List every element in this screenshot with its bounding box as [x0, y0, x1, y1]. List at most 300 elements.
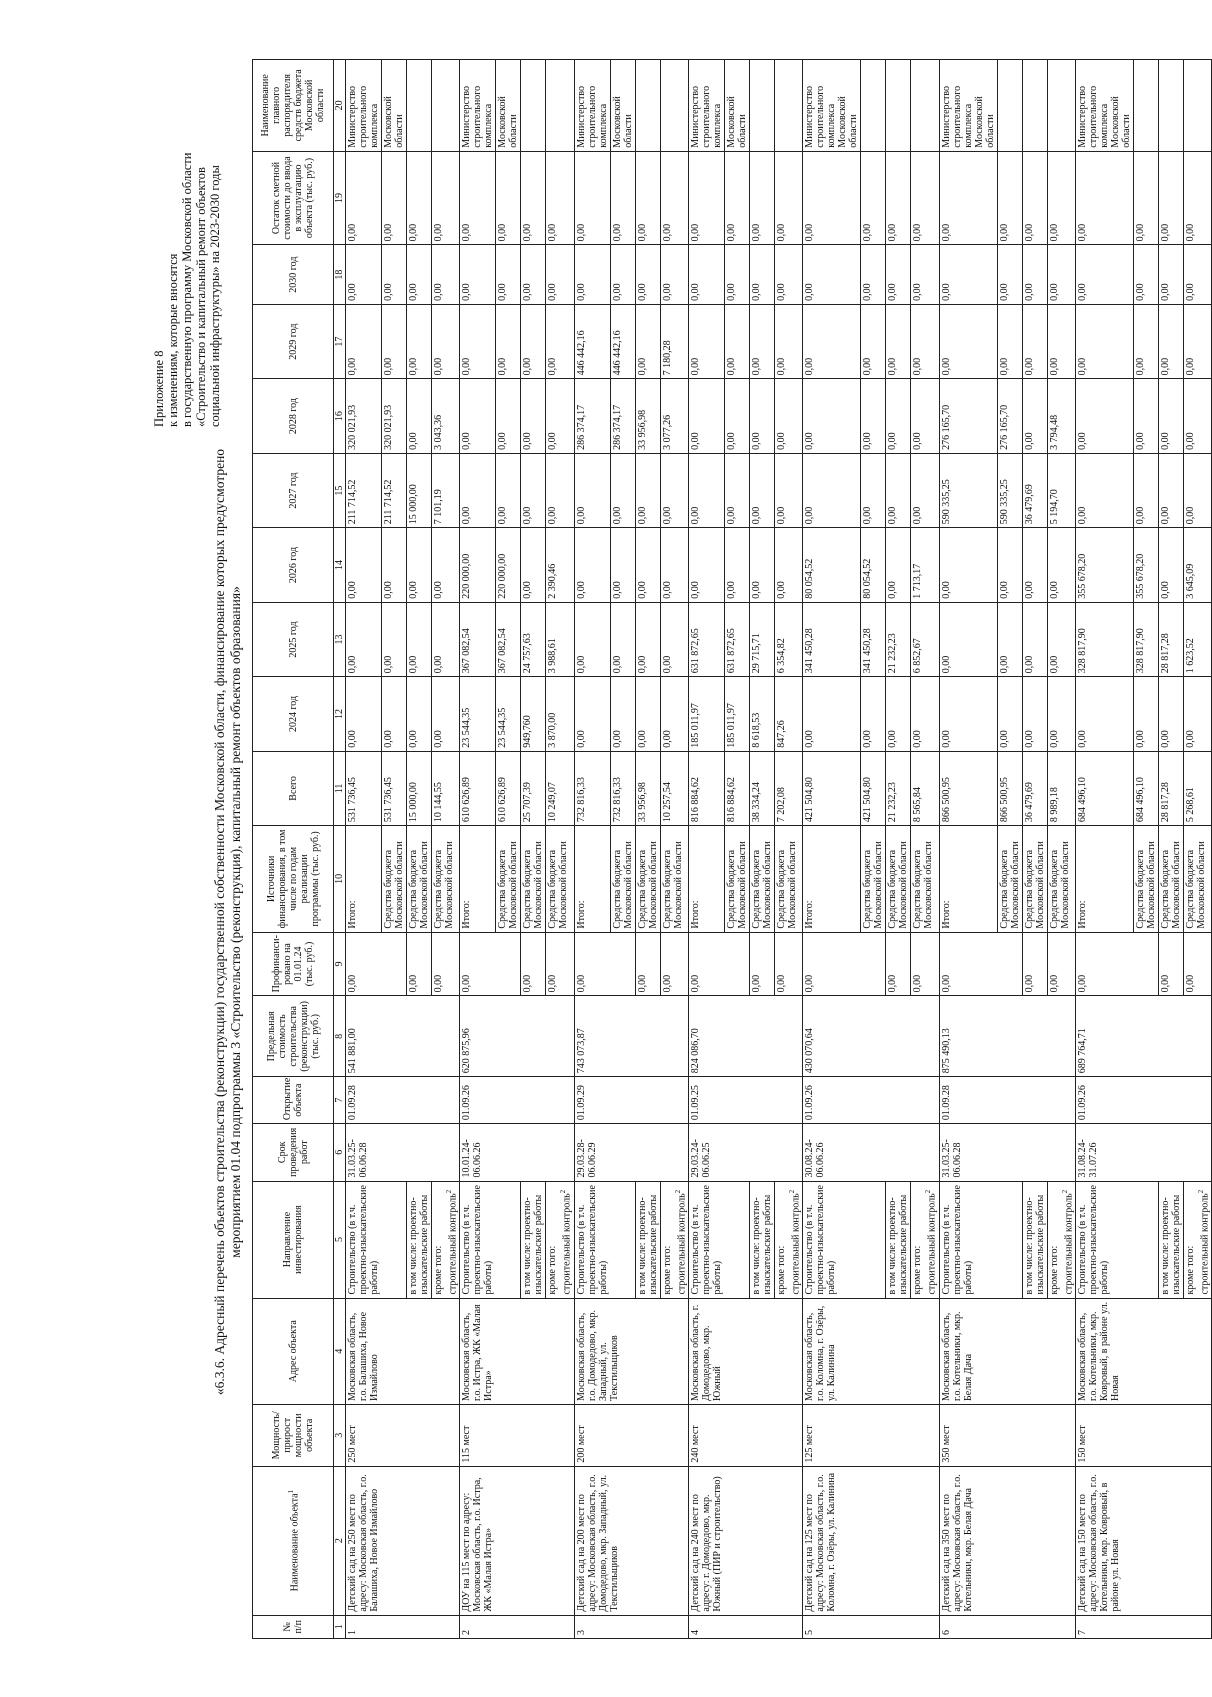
amount-cell: 0,00: [610, 245, 635, 305]
investment-direction: [635, 1181, 660, 1298]
amount-cell: 0,00: [432, 304, 460, 378]
appendix-line: к изменениям, которые вносятся: [166, 253, 180, 427]
amount-cell: 421 504,80: [861, 751, 886, 825]
amount-cell: 0,00: [1183, 151, 1211, 245]
amount-cell: 0,00: [546, 304, 574, 378]
amount-cell: 816 884,62: [688, 751, 724, 825]
amount-cell: 0,00: [1047, 677, 1075, 751]
amount-cell: 211 714,52: [346, 453, 382, 527]
amount-cell: 0,00: [803, 379, 861, 453]
amount-cell: 0,00: [688, 379, 724, 453]
financed-amount: 0,00: [407, 932, 432, 996]
amount-cell: 0,00: [574, 677, 610, 751]
object-address: Московская область, г.о. Истра, ЖК «Малая Истра»: [460, 1298, 574, 1404]
direction-text: в том числе: проектно-изыскательские работы: [636, 1194, 659, 1295]
financing-source: Средства бюджета Московской области: [546, 826, 574, 932]
amount-cell: 0,00: [774, 379, 802, 453]
column-header: [253, 996, 334, 1077]
amount-cell: 0,00: [460, 151, 496, 245]
investment-direction: Строительство (в т.ч. проектно-изыскательские работы): [346, 1181, 407, 1298]
amount-cell: 0,00: [521, 151, 546, 245]
amount-cell: 0,00: [886, 304, 911, 378]
financing-source: Средства бюджета Московской области: [997, 826, 1022, 932]
amount-cell: 0,00: [407, 677, 432, 751]
object-number: 4: [688, 1615, 802, 1638]
financed-amount: 0,00: [546, 932, 574, 996]
amount-cell: 0,00: [635, 677, 660, 751]
column-header: [253, 453, 334, 527]
amount-cell: 0,00: [749, 379, 774, 453]
column-header: [253, 1077, 334, 1124]
financed-amount: 0,00: [1075, 932, 1158, 996]
column-header-label: Профинанси-ровано на 01.01.24 (тыс. руб.): [271, 935, 315, 993]
amount-cell: 0,00: [1022, 528, 1047, 602]
amount-cell: 0,00: [688, 151, 724, 245]
amount-cell: 0,00: [1022, 304, 1047, 378]
ministry-name: [1022, 60, 1047, 152]
amount-cell: 276 165,70: [939, 379, 997, 453]
amount-cell: 0,00: [521, 453, 546, 527]
amount-cell: 0,00: [496, 453, 521, 527]
object-name: Детский сад на 150 мест по адресу: Московская область, г.о. Котельники, мкр. Ковровый, в районе ул. Новая: [1075, 1466, 1211, 1615]
amount-cell: 0,00: [774, 528, 802, 602]
financed-amount: 0,00: [939, 932, 1022, 996]
table-row: [346, 60, 382, 1639]
financing-source: Средства бюджета Московской области: [886, 826, 911, 932]
column-number: 8: [334, 996, 346, 1077]
object-capacity: 240 мест: [688, 1404, 802, 1466]
financing-source: Средства бюджета Московской области: [749, 826, 774, 932]
amount-cell: 0,00: [803, 245, 861, 305]
financed-amount: 0,00: [460, 932, 521, 996]
object-capacity: 115 мест: [460, 1404, 574, 1466]
financing-source: Средства бюджета Московской области: [911, 826, 939, 932]
object-address: Московская область, г.о. Коломна, г. Озёры, ул. Калинина: [803, 1298, 939, 1404]
amount-cell: 0,00: [1158, 151, 1183, 245]
amount-cell: 0,00: [574, 602, 610, 676]
ministry-name: [774, 60, 802, 152]
financed-amount: 0,00: [688, 932, 749, 996]
amount-cell: 0,00: [1133, 304, 1158, 378]
amount-cell: 0,00: [460, 245, 496, 305]
limit-cost: 430 070,64: [803, 996, 939, 1077]
column-header: [253, 528, 334, 602]
amount-cell: 328 817,90: [1133, 602, 1158, 676]
amount-cell: 10 144,55: [432, 751, 460, 825]
direction-text: в том числе: проектно-изыскательские работы: [1023, 1194, 1046, 1295]
amount-cell: 0,00: [997, 304, 1022, 378]
amount-cell: 847,26: [774, 677, 802, 751]
financing-source: Средства бюджета Московской области: [724, 826, 749, 932]
column-number: 20: [334, 60, 346, 152]
financed-amount: 0,00: [1022, 932, 1047, 996]
amount-cell: 0,00: [382, 245, 407, 305]
amount-cell: 0,00: [610, 528, 635, 602]
financed-amount: 0,00: [432, 932, 460, 996]
amount-cell: 10 249,07: [546, 751, 574, 825]
investment-direction: [774, 1181, 802, 1298]
amount-cell: 0,00: [610, 151, 635, 245]
amount-cell: 0,00: [997, 602, 1022, 676]
investment-direction: [749, 1181, 774, 1298]
amount-cell: 0,00: [911, 151, 939, 245]
financed-amount: 0,00: [886, 932, 911, 996]
direction-text: кроме того: строительный контроль: [661, 1193, 687, 1295]
amount-cell: 0,00: [749, 453, 774, 527]
column-header-label: 2027 год: [287, 472, 299, 509]
amount-cell: 0,00: [939, 151, 997, 245]
amount-cell: 0,00: [635, 602, 660, 676]
column-number: 17: [334, 304, 346, 378]
amount-cell: 0,00: [803, 453, 861, 527]
column-number: 15: [334, 453, 346, 527]
amount-cell: 2 390,46: [546, 528, 574, 602]
amount-cell: 684 496,10: [1133, 751, 1158, 825]
financed-amount: 0,00: [660, 932, 688, 996]
column-header: [253, 602, 334, 676]
amount-cell: 0,00: [724, 453, 749, 527]
amount-cell: 0,00: [997, 677, 1022, 751]
amount-cell: 23 544,35: [496, 677, 521, 751]
table-row: [803, 60, 861, 1639]
column-header-label: Мощность/ прирост мощности объекта: [271, 1411, 315, 1460]
amount-cell: 0,00: [1133, 379, 1158, 453]
appendix-line: социальной инфраструктуры» на 2023-2030 годы: [208, 165, 222, 427]
work-period: 31.03.25-06.06.28: [346, 1124, 460, 1181]
direction-text: в том числе: проектно-изыскательские работы: [1159, 1194, 1182, 1295]
financing-source: Средства бюджета Московской области: [774, 826, 802, 932]
column-number: 12: [334, 677, 346, 751]
column-header-label: Всего: [287, 776, 299, 801]
footnote-marker: 2: [445, 1189, 453, 1194]
financing-source: Итого:: [460, 826, 496, 932]
financing-source: Средства бюджета Московской области: [432, 826, 460, 932]
direction-text: в том числе: проектно-изыскательские работы: [408, 1194, 430, 1295]
amount-cell: 0,00: [1133, 453, 1158, 527]
financing-source: Итого:: [688, 826, 724, 932]
amount-cell: 0,00: [1075, 245, 1133, 305]
column-header: [253, 677, 334, 751]
amount-cell: 0,00: [1075, 151, 1133, 245]
column-header: [253, 1124, 334, 1181]
financed-amount: 0,00: [635, 932, 660, 996]
amount-cell: 0,00: [1158, 379, 1183, 453]
amount-cell: 0,00: [861, 677, 886, 751]
investment-direction: [1022, 1181, 1047, 1298]
ministry-name: [432, 60, 460, 152]
title-line-2: мероприятием 01.04 подпрограммы 3 «Строительство (реконструкция), капитальный ремонт объектов образования»: [228, 586, 243, 1258]
object-capacity: 200 мест: [574, 1404, 688, 1466]
column-header-label: Остаток сметной стоимости до ввода в эксплуатацию объекта (тыс. руб.): [271, 156, 315, 240]
amount-cell: 25 707,39: [521, 751, 546, 825]
column-number: 10: [334, 826, 346, 932]
object-address: Московская область, г.о. Домодедово, мкр. Западный, ул. Текстильщиков: [574, 1298, 688, 1404]
amount-cell: 28 817,28: [1158, 602, 1183, 676]
ministry-name: Московской области: [496, 60, 521, 152]
financing-source: Итого:: [1075, 826, 1133, 932]
amount-cell: 220 000,00: [496, 528, 521, 602]
amount-cell: 446 442,16: [610, 304, 635, 378]
amount-cell: 15 000,00: [407, 453, 432, 527]
amount-cell: 0,00: [939, 677, 997, 751]
financing-source: Средства бюджета Московской области: [521, 826, 546, 932]
object-capacity: 350 мест: [939, 1404, 1075, 1466]
amount-cell: 0,00: [939, 602, 997, 676]
amount-cell: 6 852,67: [911, 602, 939, 676]
amount-cell: 0,00: [432, 528, 460, 602]
amount-cell: 0,00: [724, 151, 749, 245]
amount-cell: 0,00: [1183, 304, 1211, 378]
document-title: [212, 297, 244, 1547]
amount-cell: 0,00: [939, 245, 997, 305]
amount-cell: 1 623,52: [1183, 602, 1211, 676]
amount-cell: 0,00: [635, 528, 660, 602]
investment-direction: [1183, 1181, 1211, 1298]
table-row: [574, 60, 610, 1639]
limit-cost: 541 881,00: [346, 996, 460, 1077]
limit-cost: 743 073,87: [574, 996, 688, 1077]
opening-date: 01.09.26: [1075, 1077, 1211, 1124]
table-row: [460, 60, 496, 1639]
amount-cell: 684 496,10: [1075, 751, 1133, 825]
amount-cell: 21 232,23: [886, 751, 911, 825]
column-number: 9: [334, 932, 346, 996]
amount-cell: 0,00: [574, 245, 610, 305]
ministry-name: [911, 60, 939, 152]
column-header-label: 2030 год: [287, 256, 299, 293]
amount-cell: 0,00: [460, 379, 496, 453]
ministry-name: Министерство строительного комплекса Московской области: [1075, 60, 1133, 152]
ministry-name: [660, 60, 688, 152]
investment-direction: [407, 1181, 432, 1298]
amount-cell: 0,00: [724, 379, 749, 453]
amount-cell: 590 335,25: [939, 453, 997, 527]
direction-text: кроме того: строительный контроль: [433, 1193, 459, 1295]
direction-text: в том числе: проектно-изыскательские работы: [750, 1194, 773, 1295]
amount-cell: 0,00: [724, 245, 749, 305]
column-header: [253, 932, 334, 996]
amount-cell: 0,00: [724, 528, 749, 602]
amount-cell: 0,00: [911, 304, 939, 378]
object-address: Московская область, г.о. Котельники, мкр. Ковровый, в районе ул. Новая: [1075, 1298, 1211, 1404]
column-header: [253, 1404, 334, 1466]
object-capacity: 125 мест: [803, 1404, 939, 1466]
direction-text: кроме того: строительный контроль: [1184, 1193, 1211, 1295]
amount-cell: 0,00: [774, 151, 802, 245]
column-number: 11: [334, 751, 346, 825]
appendix-line: в государственную программу Московской области: [180, 152, 194, 427]
object-capacity: 150 мест: [1075, 1404, 1211, 1466]
amount-cell: 0,00: [1047, 151, 1075, 245]
amount-cell: 320 021,93: [382, 379, 407, 453]
amount-cell: 0,00: [1047, 245, 1075, 305]
column-header-label: 2024 год: [287, 695, 299, 733]
column-number: 6: [334, 1124, 346, 1181]
limit-cost: 689 764,71: [1075, 996, 1211, 1077]
financing-source: Средства бюджета Московской области: [1183, 826, 1211, 932]
object-number: 6: [939, 1615, 1075, 1638]
amount-cell: 24 757,63: [521, 602, 546, 676]
investment-direction: Строительство (в т.ч. проектно-изыскательские работы): [939, 1181, 1022, 1298]
amount-cell: 0,00: [382, 677, 407, 751]
amount-cell: 0,00: [660, 151, 688, 245]
amount-cell: 0,00: [1158, 528, 1183, 602]
amount-cell: 0,00: [911, 677, 939, 751]
column-header: [253, 1298, 334, 1404]
amount-cell: 0,00: [1022, 379, 1047, 453]
amount-cell: 0,00: [1158, 245, 1183, 305]
amount-cell: 0,00: [574, 151, 610, 245]
financing-source: Средства бюджета Московской области: [382, 826, 407, 932]
ministry-name: [1133, 60, 1158, 152]
investment-direction: Строительство (в т.ч. проектно-изыскательские работы): [1075, 1181, 1158, 1298]
column-header-label: Адрес объекта: [287, 1320, 299, 1383]
amount-cell: 0,00: [635, 245, 660, 305]
amount-cell: 0,00: [861, 453, 886, 527]
amount-cell: 0,00: [1183, 379, 1211, 453]
amount-cell: 0,00: [1183, 677, 1211, 751]
amount-cell: 0,00: [1022, 245, 1047, 305]
amount-cell: 0,00: [460, 453, 496, 527]
ministry-name: Министерство строительного комплекса Московской области: [939, 60, 997, 152]
column-header-label: 2026 год: [287, 546, 299, 584]
amount-cell: 3 988,61: [546, 602, 574, 676]
object-name: Детский сад на 240 мест по адресу: г. Домодедово, мкр. Южный (ПИР и строительство): [688, 1466, 802, 1615]
amount-cell: 0,00: [546, 453, 574, 527]
financed-amount: 0,00: [574, 932, 635, 996]
column-header: [253, 826, 334, 932]
financing-source: Средства бюджета Московской области: [1133, 826, 1158, 932]
ministry-name: Министерство строительного комплекса: [346, 60, 382, 152]
ministry-name: [861, 60, 886, 152]
financing-source: Средства бюджета Московской области: [861, 826, 886, 932]
amount-cell: 0,00: [1047, 528, 1075, 602]
investment-direction: [660, 1181, 688, 1298]
work-period: 30.08.24-06.06.26: [803, 1124, 939, 1181]
amount-cell: 0,00: [610, 677, 635, 751]
amount-cell: 0,00: [382, 151, 407, 245]
amount-cell: 276 165,70: [997, 379, 1022, 453]
amount-cell: 80 054,52: [861, 528, 886, 602]
object-number: 5: [803, 1615, 939, 1638]
amount-cell: 8 565,84: [911, 751, 939, 825]
amount-cell: 0,00: [521, 528, 546, 602]
header-row: [253, 60, 334, 1639]
amount-cell: 0,00: [432, 602, 460, 676]
investment-direction: Строительство (в т.ч. проектно-изыскательские работы): [803, 1181, 886, 1298]
title-line-1: «6.3.6. Адресный перечень объектов строительства (реконструкции) государственной собственности Московской области, финансирование которых предусмотрено: [212, 448, 227, 1396]
ministry-name: [521, 60, 546, 152]
investment-direction: [546, 1181, 574, 1298]
amount-cell: 0,00: [886, 528, 911, 602]
direction-text: кроме того: строительный контроль: [1048, 1193, 1074, 1295]
amount-cell: 732 816,33: [610, 751, 635, 825]
amount-cell: 185 011,97: [724, 677, 749, 751]
investment-direction: [1047, 1181, 1075, 1298]
column-header: [253, 151, 334, 245]
column-header: [253, 304, 334, 378]
amount-cell: 0,00: [774, 453, 802, 527]
financing-source: Средства бюджета Московской области: [635, 826, 660, 932]
limit-cost: 824 086,70: [688, 996, 802, 1077]
column-header-label: Предельная стоимость строительства (реконструкции) (тыс. руб.): [265, 1001, 321, 1072]
amount-cell: 0,00: [774, 245, 802, 305]
amount-cell: 28 817,28: [1158, 751, 1183, 825]
financing-source: Средства бюджета Московской области: [1047, 826, 1075, 932]
amount-cell: 866 500,95: [939, 751, 997, 825]
amount-cell: 355 678,20: [1075, 528, 1133, 602]
column-number: 7: [334, 1077, 346, 1124]
amount-cell: 0,00: [939, 528, 997, 602]
object-name: ДОУ на 115 мест по адресу: Московская область, г.о. Истра, ЖК «Малая Истра»: [460, 1466, 574, 1615]
column-header-label: Направление инвестирования: [282, 1205, 304, 1274]
amount-cell: 0,00: [803, 677, 861, 751]
column-header-label: № п/п: [282, 1620, 304, 1634]
amount-cell: 0,00: [1183, 453, 1211, 527]
investment-direction: [521, 1181, 546, 1298]
amount-cell: 0,00: [997, 151, 1022, 245]
amount-cell: 0,00: [521, 245, 546, 305]
amount-cell: 0,00: [688, 304, 724, 378]
amount-cell: 0,00: [886, 453, 911, 527]
direction-text: кроме того: строительный контроль: [547, 1193, 573, 1295]
amount-cell: 7 101,19: [432, 453, 460, 527]
ministry-name: Министерство строительного комплекса: [460, 60, 496, 152]
financed-amount: 0,00: [1158, 932, 1183, 996]
amount-cell: 0,00: [546, 151, 574, 245]
opening-date: 01.09.26: [460, 1077, 574, 1124]
object-address: Московская область, г. Домодедово, мкр. Южный: [688, 1298, 802, 1404]
amount-cell: 0,00: [635, 151, 660, 245]
object-name: Детский сад на 200 мест по адресу: Московская область, г.о. Домодедово, мкр. Западный, ул. Текстильщиков: [574, 1466, 688, 1615]
investment-direction: [432, 1181, 460, 1298]
ministry-name: [546, 60, 574, 152]
work-period: 31.03.25-06.06.28: [939, 1124, 1075, 1181]
financing-source: Итого:: [574, 826, 610, 932]
object-name: Детский сад на 350 мест по адресу: Московская область, г.о. Котельники, мкр. Белая Дача: [939, 1466, 1075, 1615]
amount-cell: 0,00: [382, 528, 407, 602]
object-address: Московская область, г.о. Котельники, мкр. Белая Дача: [939, 1298, 1075, 1404]
column-header-label: Срок проведения работ: [276, 1127, 310, 1177]
column-header-label: Источники финансирования, в том числе по годам реализации программы (тыс. руб.): [265, 829, 321, 929]
amount-cell: 0,00: [382, 304, 407, 378]
amount-cell: 29 715,71: [749, 602, 774, 676]
amount-cell: 610 626,89: [460, 751, 496, 825]
amount-cell: 0,00: [574, 453, 610, 527]
column-header-label: Открытие объекта: [282, 1077, 304, 1121]
amount-cell: 0,00: [546, 379, 574, 453]
amount-cell: 0,00: [688, 528, 724, 602]
amount-cell: 0,00: [803, 151, 861, 245]
amount-cell: 3 794,48: [1047, 379, 1075, 453]
amount-cell: 0,00: [1075, 304, 1133, 378]
object-number: 1: [346, 1615, 460, 1638]
ministry-name: Московской области: [382, 60, 407, 152]
amount-cell: 0,00: [911, 453, 939, 527]
column-header: [253, 1615, 334, 1638]
amount-cell: 0,00: [997, 245, 1022, 305]
amount-cell: 0,00: [1133, 151, 1158, 245]
amount-cell: 0,00: [407, 304, 432, 378]
financing-source: Средства бюджета Московской области: [407, 826, 432, 932]
amount-cell: 0,00: [546, 245, 574, 305]
amount-cell: 0,00: [886, 677, 911, 751]
direction-text: в том числе: проектно-изыскательские работы: [887, 1194, 910, 1295]
ministry-name: Министерство строительного комплекса Московской области: [803, 60, 861, 152]
amount-cell: 6 354,82: [774, 602, 802, 676]
amount-cell: 341 450,28: [803, 602, 861, 676]
direction-text: кроме того: строительный контроль: [775, 1193, 802, 1295]
